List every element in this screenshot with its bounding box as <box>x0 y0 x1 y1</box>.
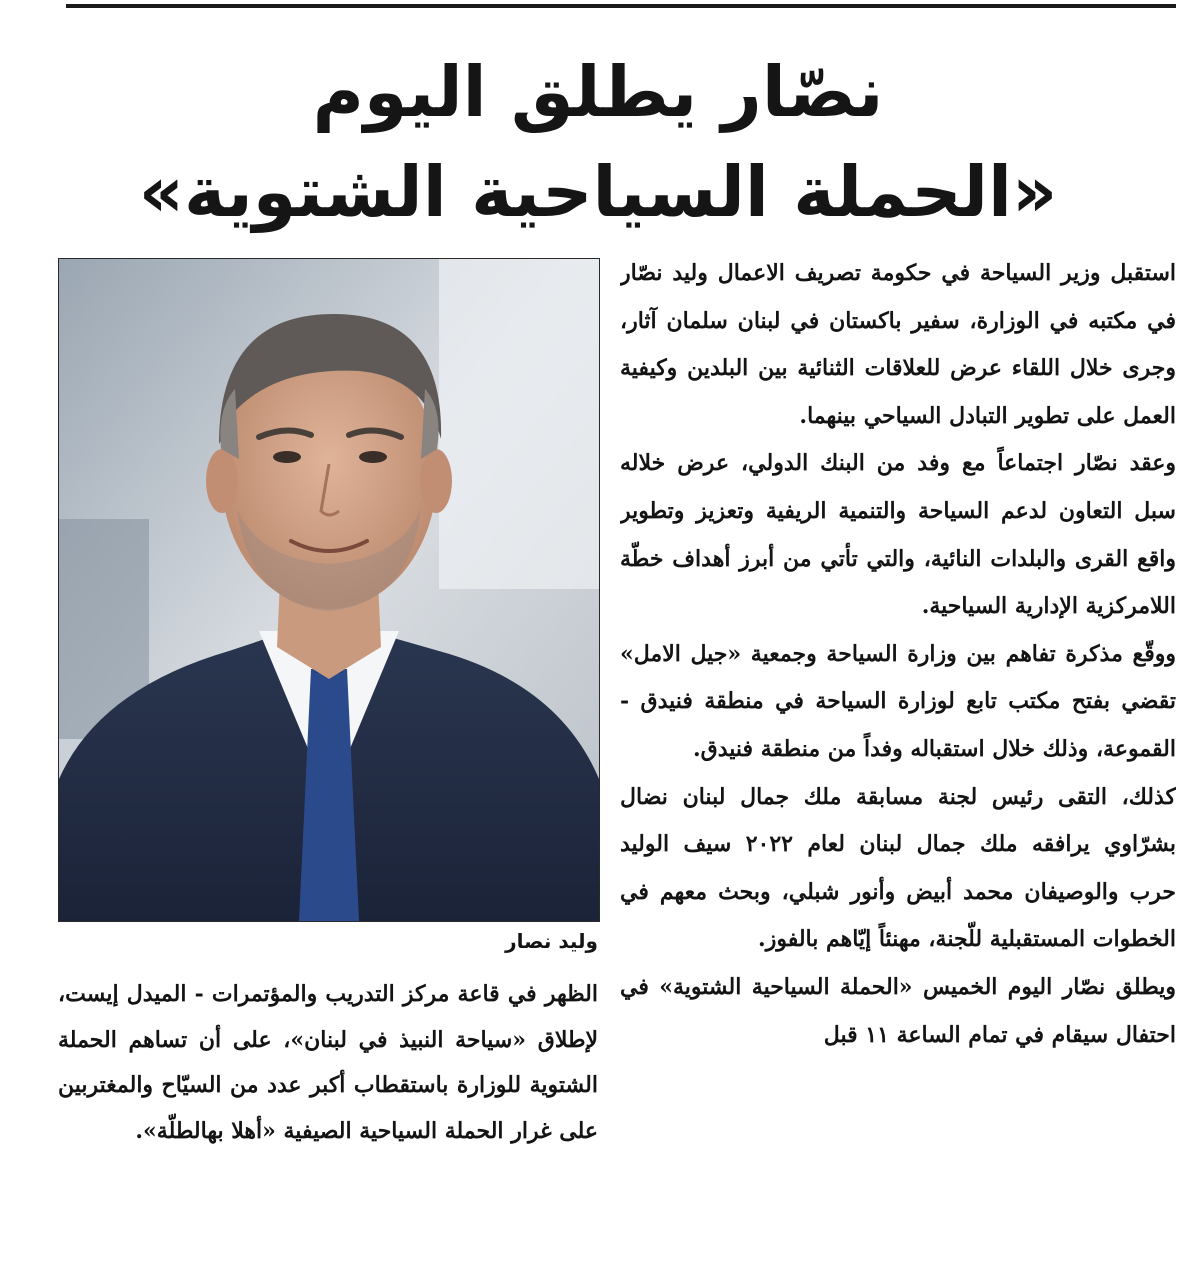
article-body <box>620 250 1176 1262</box>
body-paragraph-3: ووقّع مذكرة تفاهم بين وزارة السياحة وجمعية «جيل الامل» تقضي بفتح مكتب تابع لوزارة السياحة في منطقة فنيدق - القموعة، وذلك خلال استقباله وفداً من منطقة فنيدق. <box>620 640 1176 762</box>
body-paragraph-4: كذلك، التقى رئيس لجنة مسابقة ملك جمال لبنان نضال بشرّاوي يرافقه ملك جمال لبنان لعام ٢٠٢٢ سيف الوليد حرب والوصيفان محمد أبيض وأنور شبلي، وبحث معهم في الخطوات المستقبلية للّجنة، مهنئاً إيّاهم بالفوز. <box>620 783 1176 953</box>
photo-caption: وليد نصار <box>505 929 598 953</box>
continuation-paragraph: الظهر في قاعة مركز التدريب والمؤتمرات - الميدل إيست، لإطلاق «سياحة النبيذ في لبنان»، على أن تساهم الحملة الشتوية للوزارة باستقطاب أكبر عدد من السيّاح والمغتربين على غرار الحملة السياحية الصيفية «أهلا بهالطلّة». <box>58 981 598 1144</box>
body-paragraph-5: ويطلق نصّار اليوم الخميس «الحملة السياحية الشتوية» في احتفال سيقام في تمام الساعة ١١ قبل <box>620 973 1176 1048</box>
body-paragraph-2: وعقد نصّار اجتماعاً مع وفد من البنك الدولي، عرض خلاله سبل التعاون لدعم السياحة والتنمية الريفية وتعزيز وتطوير واقع القرى والبلدات النائية، والتي تأتي من أبرز أهداف خطّة اللامركزية الإدارية السياحية. <box>620 450 1176 620</box>
body-paragraph-1: استقبل وزير السياحة في حكومة تصريف الاعمال وليد نصّار في مكتبه في الوزارة، سفير باكستان في لبنان سلمان آثار، وجرى خلال اللقاء عرض للعلاقات الثنائية بين البلدين وكيفية العمل على تطوير التبادل السياحي بينهما. <box>620 260 1176 429</box>
headline <box>40 44 1156 244</box>
portrait-photo <box>58 258 600 922</box>
headline-line-2: «الحملة السياحية الشتوية» <box>138 151 1058 233</box>
top-rule <box>66 4 1176 8</box>
headline-line-1: نصّار يطلق اليوم <box>312 51 884 133</box>
portrait-illustration <box>59 259 599 921</box>
article-continuation <box>58 972 598 1262</box>
